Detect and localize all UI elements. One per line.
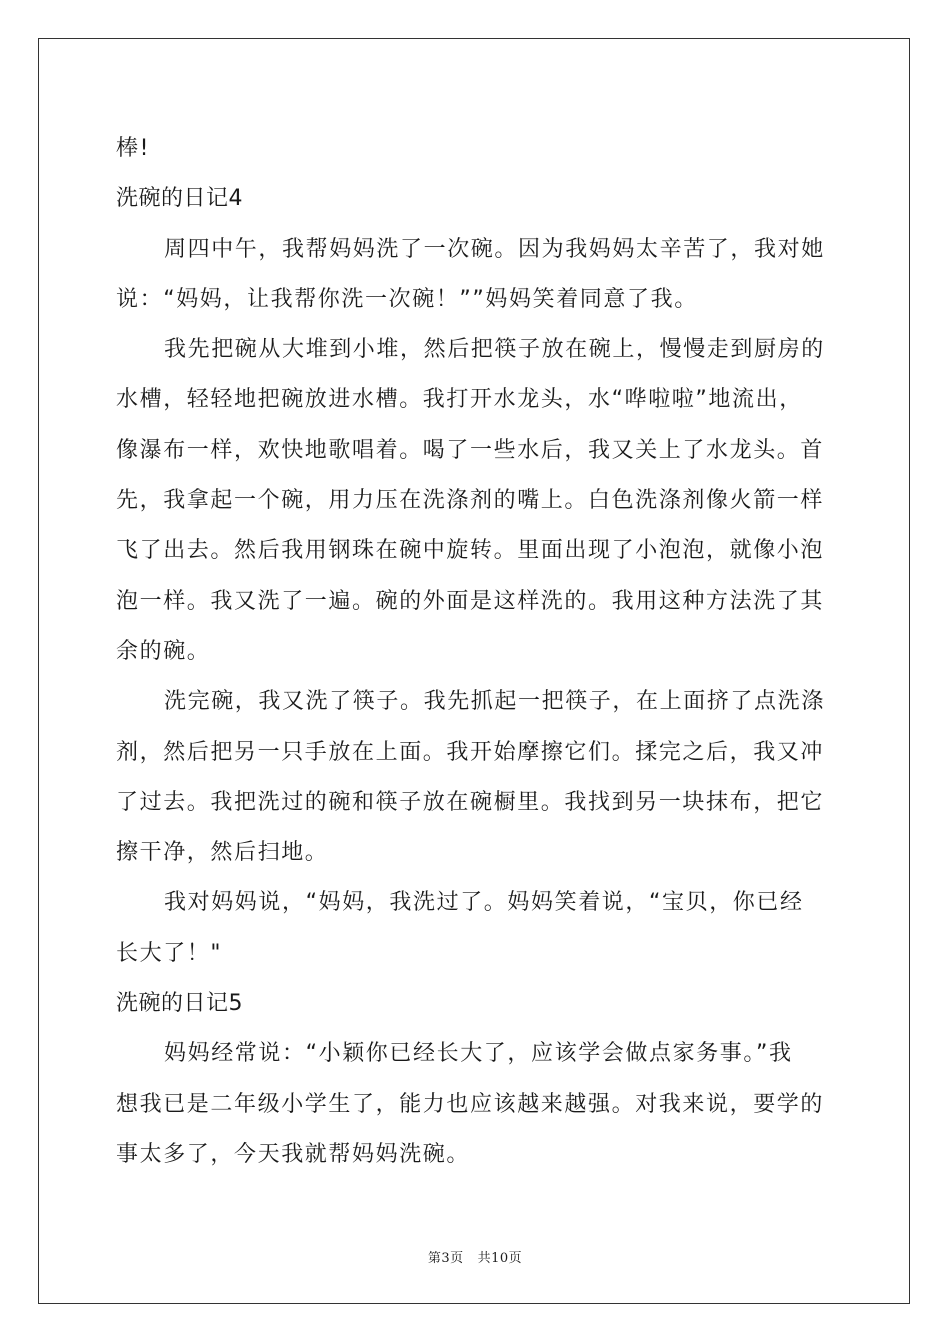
text-line: 长大了！": [116, 940, 223, 966]
text-line: 说：“妈妈，让我帮你洗一次碗！””妈妈笑着同意了我。: [116, 286, 698, 312]
text-line: 像瀑布一样，欢快地歌唱着。喝了一些水后，我又关上了水龙头。首: [116, 437, 825, 463]
text-line: 余的碗。: [116, 638, 211, 664]
page-number: 第3页: [427, 1251, 464, 1266]
text-line: 想我已是二年级小学生了，能力也应该越来越强。对我来说，要学的: [116, 1091, 825, 1117]
text-line: 了过去。我把洗过的碗和筷子放在碗橱里。我找到另一块抹布，把它: [116, 789, 825, 815]
text-line: 擦干净，然后扫地。: [116, 840, 329, 866]
text-line: 水槽，轻轻地把碗放进水槽。我打开水龙头，水“哗啦啦”地流出，: [116, 387, 803, 413]
text-line: 泡一样。我又洗了一遍。碗的外面是这样洗的。我用这种方法洗了其: [116, 588, 825, 614]
text-line: 我对妈妈说，“妈妈，我洗过了。妈妈笑着说，“宝贝，你已经: [164, 890, 804, 916]
text-line: 先，我拿起一个碗，用力压在洗涤剂的嘴上。白色洗涤剂像火箭一样: [116, 488, 825, 514]
text-line: 事太多了，今天我就帮妈妈洗碗。: [116, 1141, 471, 1167]
text-line: 妈妈经常说：“小颖你已经长大了，应该学会做点家务事。”我: [164, 1041, 793, 1067]
text-line: 飞了出去。然后我用钢珠在碗中旋转。里面出现了小泡泡，就像小泡: [116, 538, 825, 564]
page-footer: [0, 1247, 950, 1266]
text-line: 周四中午，我帮妈妈洗了一次碗。因为我妈妈太辛苦了，我对她: [164, 236, 825, 262]
section-heading: 洗碗的日记4: [116, 186, 243, 212]
text-line: 我先把碗从大堆到小堆，然后把筷子放在碗上，慢慢走到厨房的: [164, 337, 825, 363]
section-heading: 洗碗的日记5: [116, 991, 243, 1017]
text-line: 棒!: [116, 136, 151, 161]
page-total: 共10页: [477, 1251, 523, 1266]
text-line: 剂，然后把另一只手放在上面。我开始摩擦它们。揉完之后，我又冲: [116, 739, 825, 765]
document-body: [116, 124, 836, 1180]
text-line: 洗完碗，我又洗了筷子。我先抓起一把筷子，在上面挤了点洗涤: [164, 689, 825, 715]
